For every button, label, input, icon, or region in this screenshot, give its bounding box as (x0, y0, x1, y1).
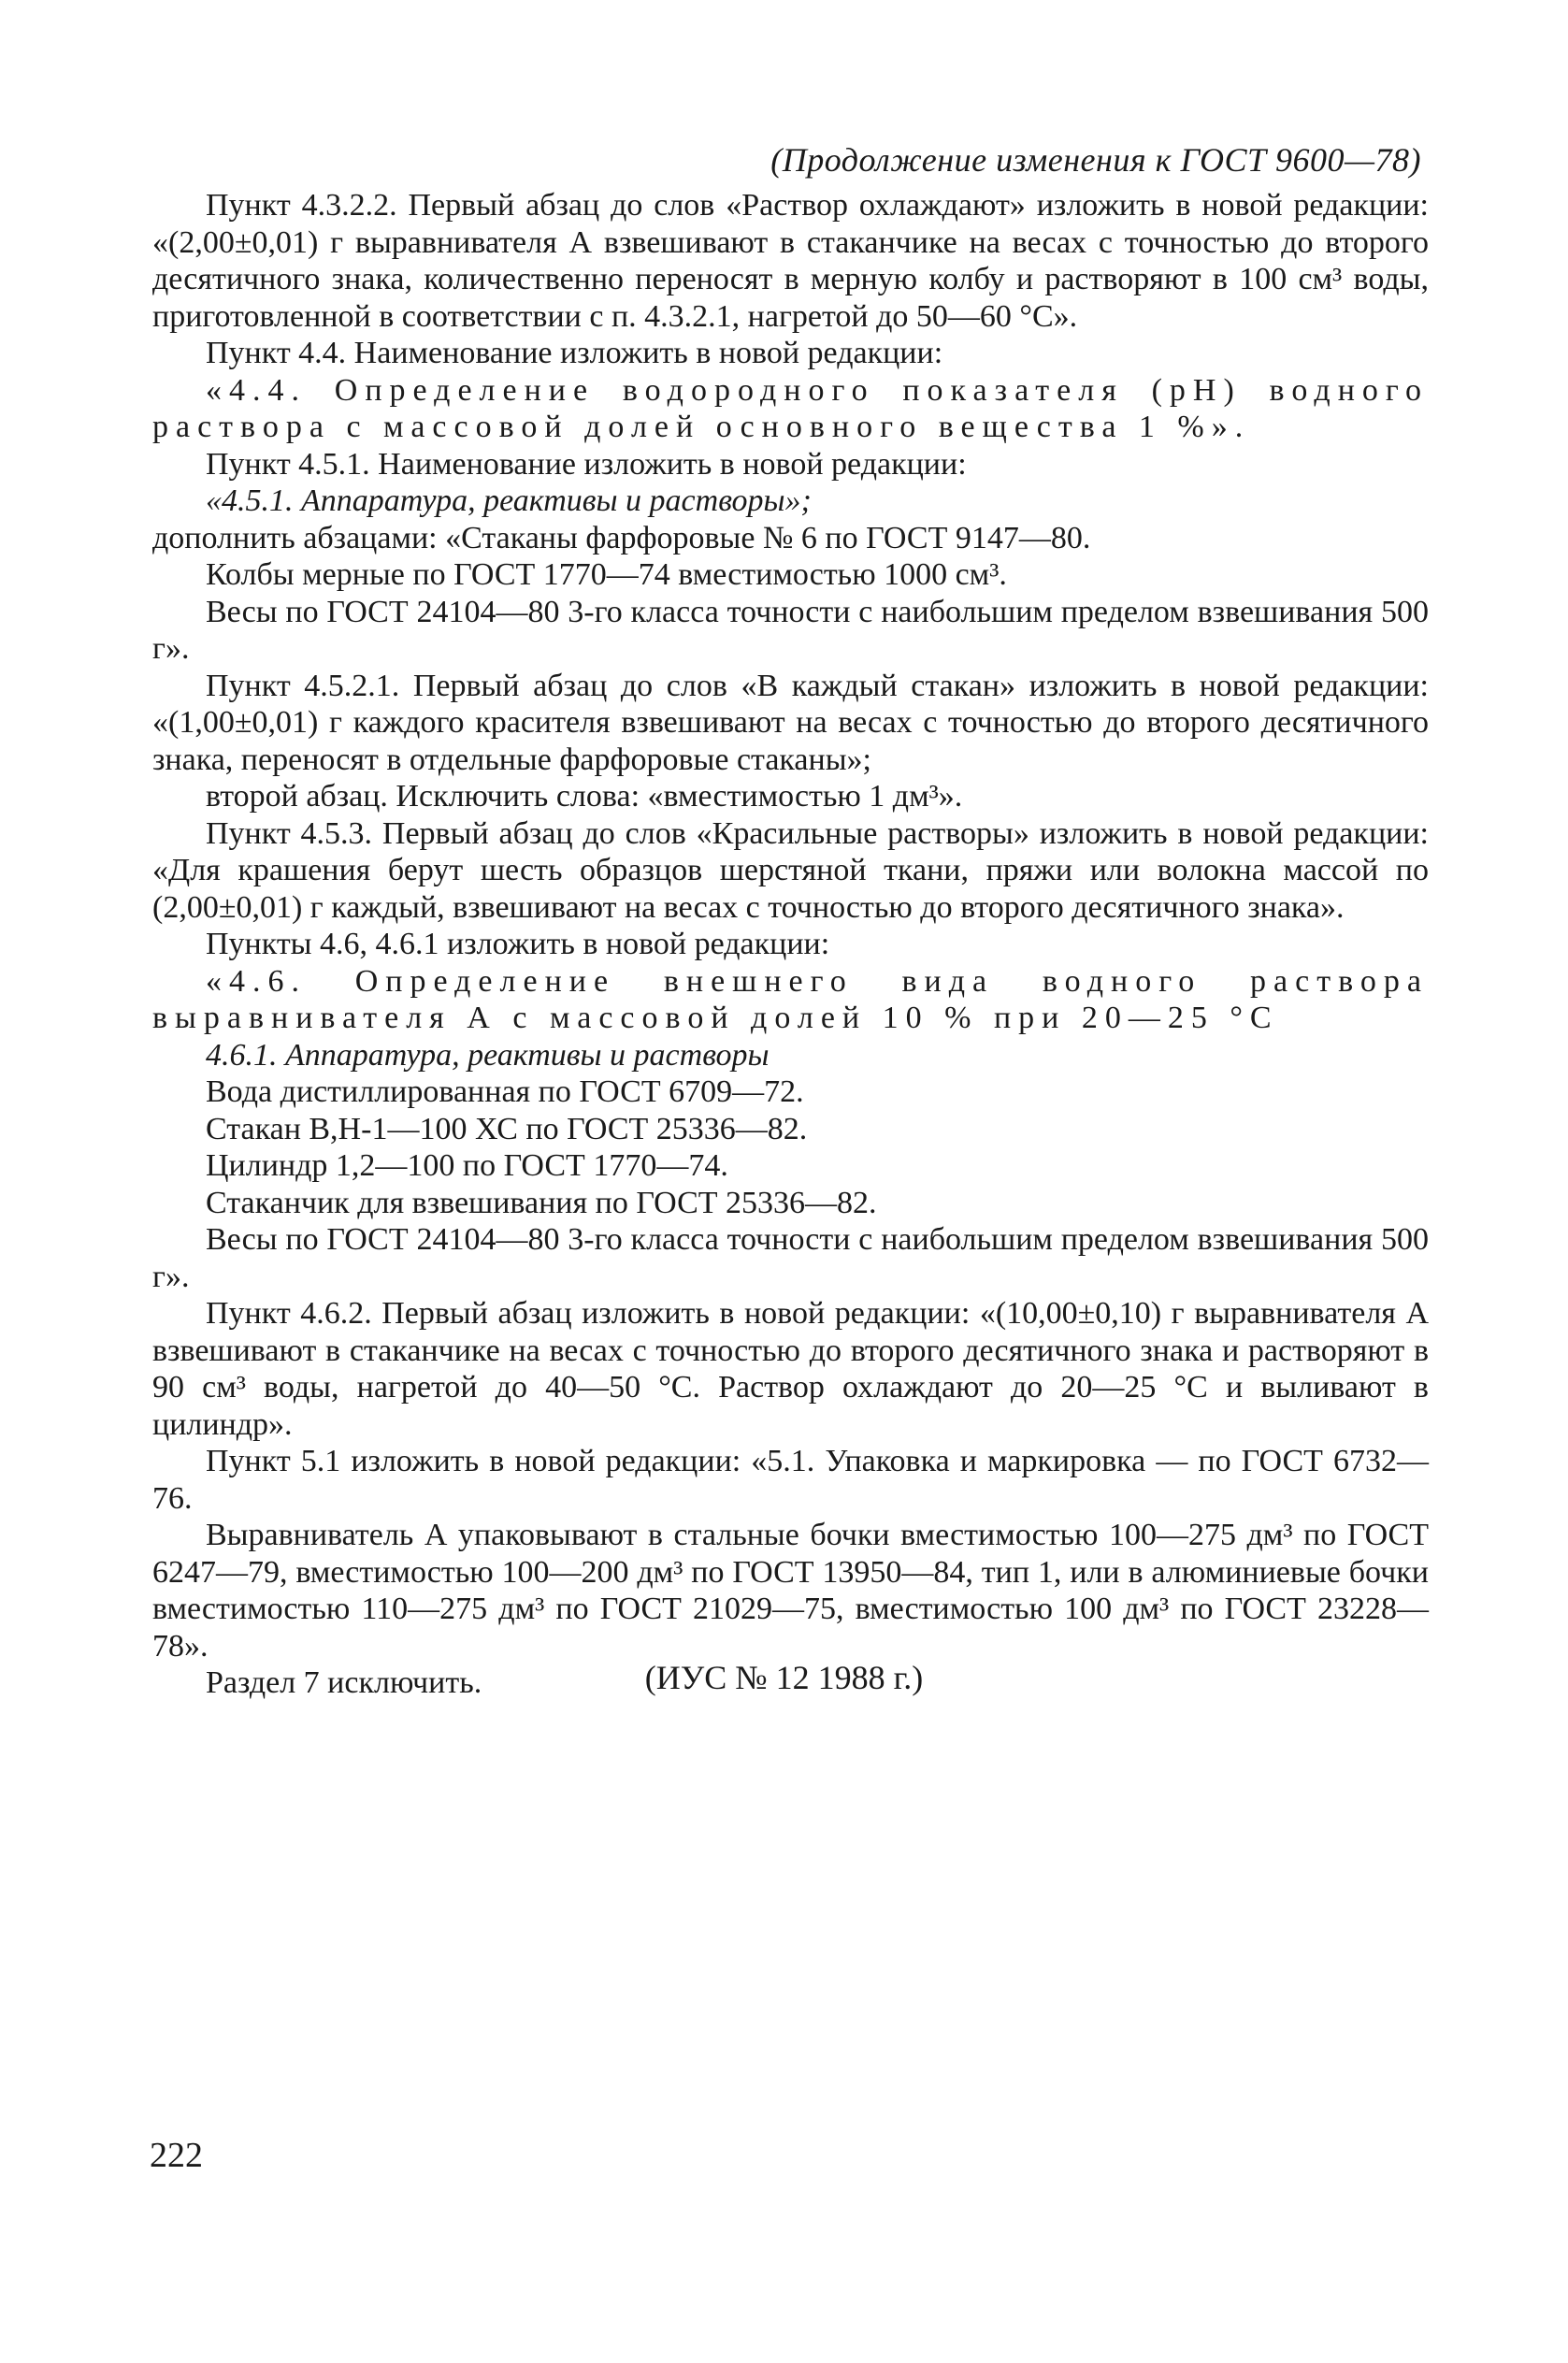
paragraph-4-4-title: «4.4. Определение водородного показателя (pH) водного раствора с массовой долей основного вещества 1 %». (152, 372, 1429, 444)
paragraph-weighing-cup: Стаканчик для взвешивания по ГОСТ 25336—82. (206, 1185, 877, 1220)
paragraph-scales-1: Весы по ГОСТ 24104—80 3-го класса точности с наибольшим пределом взвешивания 500 г». (152, 594, 1429, 666)
paragraph-4-3-2-2: Пункт 4.3.2.2. Первый абзац до слов «Раствор охлаждают» изложить в новой редакции: «(2,00±0,01) г выравнивателя А взвешивают в стаканчике на весах с точностью до второго десятичного знака, количественно переносят в мерную колбу и растворяют в 100 см³ воды, приготовленной в соответствии с п. 4.3.2.1, нагретой до 50—60 °С». (152, 188, 1429, 334)
paragraph-4-6-1-title: 4.6.1. Аппаратура, реактивы и растворы (206, 1037, 770, 1073)
paragraph-4-5-1-intro: Пункт 4.5.1. Наименование изложить в новой редакции: (206, 446, 967, 482)
paragraph-4-6-2: Пункт 4.6.2. Первый абзац изложить в новой редакции: «(10,00±0,10) г выравнивателя А взвешивают в стаканчике на весах с точностью до второго десятичного знака и растворяют в 90 см³ воды, нагретой до 40—50 °С. Раствор охлаждают до 20—25 °С и выливают в цилиндр». (152, 1296, 1429, 1442)
paragraph-4-5-1-addition: дополнить абзацами: «Стаканы фарфоровые № 6 по ГОСТ 9147—80. (152, 520, 1091, 555)
paragraph-section-7: Раздел 7 исключить. (206, 1665, 482, 1700)
paragraph-4-5-1-title: «4.5.1. Аппаратура, реактивы и растворы»; (206, 483, 812, 518)
paragraph-4-5-3: Пункт 4.5.3. Первый абзац до слов «Красильные растворы» изложить в новой редакции: «Для крашения берут шесть образцов шерстяной ткани, пряжи или волокна массой по (2,00±0,01) г каждый, взвешивают на весах с точностью до второго десятичного знака». (152, 815, 1429, 925)
paragraph-4-4-intro: Пункт 4.4. Наименование изложить в новой редакции: (206, 336, 943, 370)
paragraph-4-6-intro: Пункты 4.6, 4.6.1 изложить в новой редакции: (206, 927, 830, 961)
paragraph-4-6-title: «4.6. Определение внешнего вида водного раствора выравнивателя А с массовой долей 10 % при 20—25 °С (152, 963, 1429, 1035)
paragraph-4-5-2-1: Пункт 4.5.2.1. Первый абзац до слов «В каждый стакан» изложить в новой редакции: «(1,00±0,01) г каждого красителя взвешивают на весах с точностью до второго десятичного знака, переносят в отдельные фарфоровые стаканы»; (152, 668, 1429, 777)
paragraph-scales-2: Весы по ГОСТ 24104—80 3-го класса точности с наибольшим пределом взвешивания 500 г». (152, 1222, 1429, 1294)
paragraph-5-1: Пункт 5.1 изложить в новой редакции: «5.1. Упаковка и маркировка — по ГОСТ 6732—76. (152, 1444, 1429, 1516)
paragraph-beaker: Стакан В,Н-1—100 ХС по ГОСТ 25336—82. (206, 1111, 808, 1146)
paragraph-flasks: Колбы мерные по ГОСТ 1770—74 вместимостью 1000 см³. (206, 557, 1007, 592)
document-footer: (ИУС № 12 1988 г.) (644, 1659, 924, 1696)
document-body (152, 187, 1429, 1702)
paragraph-packaging: Выравниватель А упаковывают в стальные бочки вместимостью 100—275 дм³ по ГОСТ 6247—79, вместимостью 100—200 дм³ по ГОСТ 13950—84, тип 1, или в алюминиевые бочки вместимостью 110—275 дм³ по ГОСТ 21029—75, вместимостью 100 дм³ по ГОСТ 23228—78». (152, 1518, 1429, 1664)
paragraph-second-abzac: второй абзац. Исключить слова: «вместимостью 1 дм³». (206, 779, 963, 814)
paragraph-cylinder: Цилиндр 1,2—100 по ГОСТ 1770—74. (206, 1148, 728, 1183)
document-header: (Продолжение изменения к ГОСТ 9600—78) (770, 141, 1421, 179)
paragraph-water: Вода дистиллированная по ГОСТ 6709—72. (206, 1074, 804, 1109)
page-number: 222 (150, 2136, 203, 2175)
